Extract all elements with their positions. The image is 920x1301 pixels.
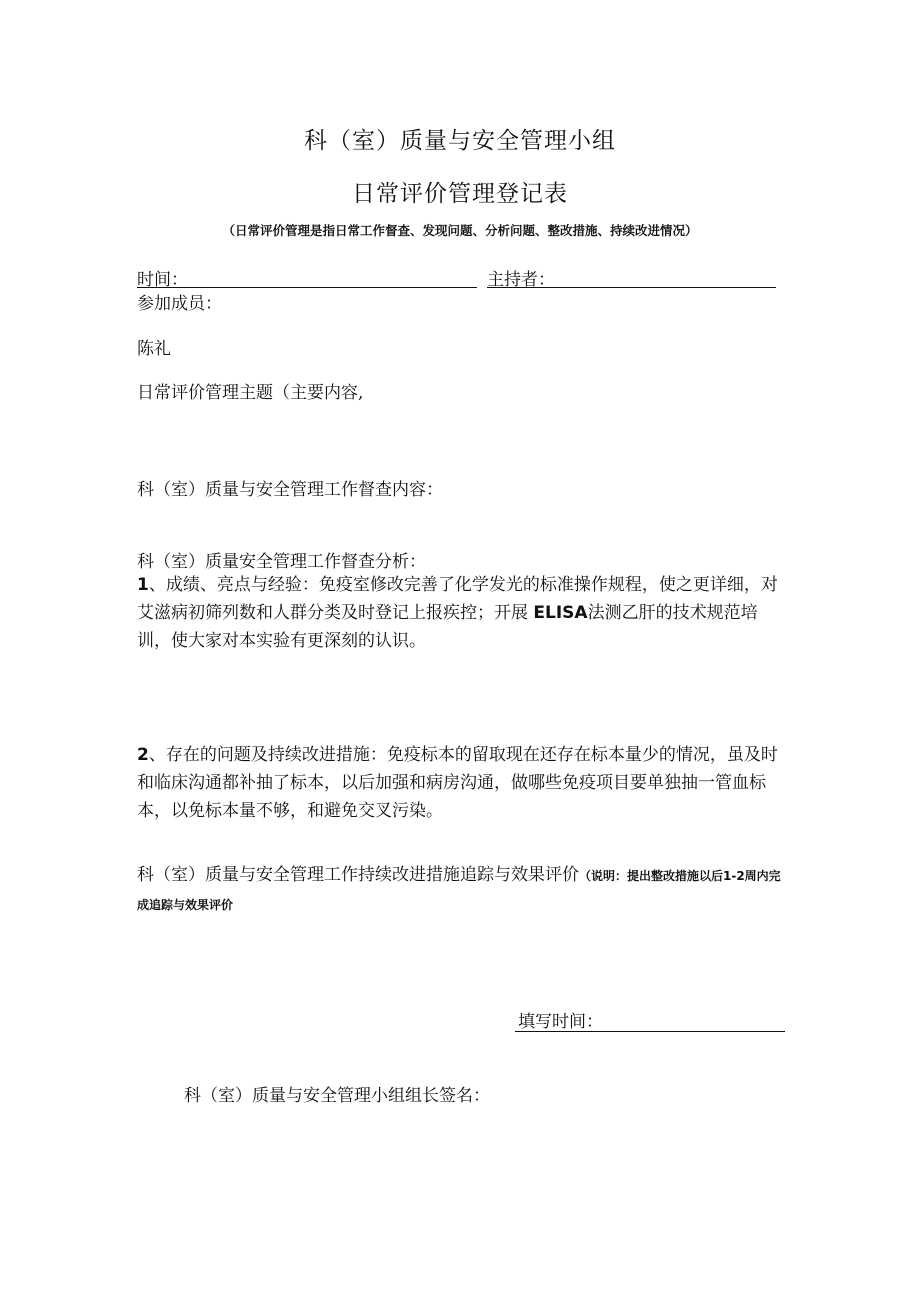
item-1-text-2: 法测乙肝的技术规范培训，使大家对本实验有更深刻的认识。 [137,603,758,651]
tracking-section [137,861,787,919]
form-title: 日常评价管理登记表 [352,181,568,207]
item-2-number: 2 [137,745,149,765]
members-value: 陈礼 [137,339,171,359]
item-1-text: 、成绩、亮点与经验：免疫室修改完善了化学发光的标准操作规程，使之更详细，对艾滋病初筛列数和人群分类及时登记上报疾控；开展 [137,575,778,623]
analysis-label: 科（室）质量安全管理工作督查分析： [137,552,426,572]
signature-label: 科（室）质量与安全管理小组组长签名： [184,1086,490,1106]
item-2-text: 、存在的问题及持续改进措施：免疫标本的留取现在还存在标本量少的情况，虽及时和临床沟通都补抽了标本，以后加强和病房沟通，做哪些免疫项目要单独抽一管血标本，以免标本量不够，和避免交叉污染。 [137,745,778,821]
tracking-label: 科（室）质量与安全管理工作持续改进措施追踪与效果评价 [137,865,579,885]
item-2 [137,741,785,825]
item-1-number: 1 [137,575,149,595]
members-label: 参加成员： [137,294,222,314]
form-note: （日常评价管理是指日常工作督查、发现问题、分析问题、整改措施、持续改进情况） [222,223,698,238]
page-title: 科（室）质量与安全管理小组 [304,128,616,154]
host-underline [487,287,776,288]
tracking-note: （说明：提出整改措施以后1-2周内完成追踪与效果评价 [137,869,781,912]
fill-time-underline [515,1031,785,1032]
host-label: 主持者： [487,270,555,290]
fill-time-label: 填写时间： [518,1012,603,1032]
item-1 [137,571,785,655]
time-label: 时间： [137,270,188,290]
supervision-label: 科（室）质量与安全管理工作督查内容： [137,480,443,500]
theme-label: 日常评价管理主题（主要内容, [137,383,364,403]
time-underline [137,287,477,288]
item-1-elisa: ELISA [533,603,588,623]
